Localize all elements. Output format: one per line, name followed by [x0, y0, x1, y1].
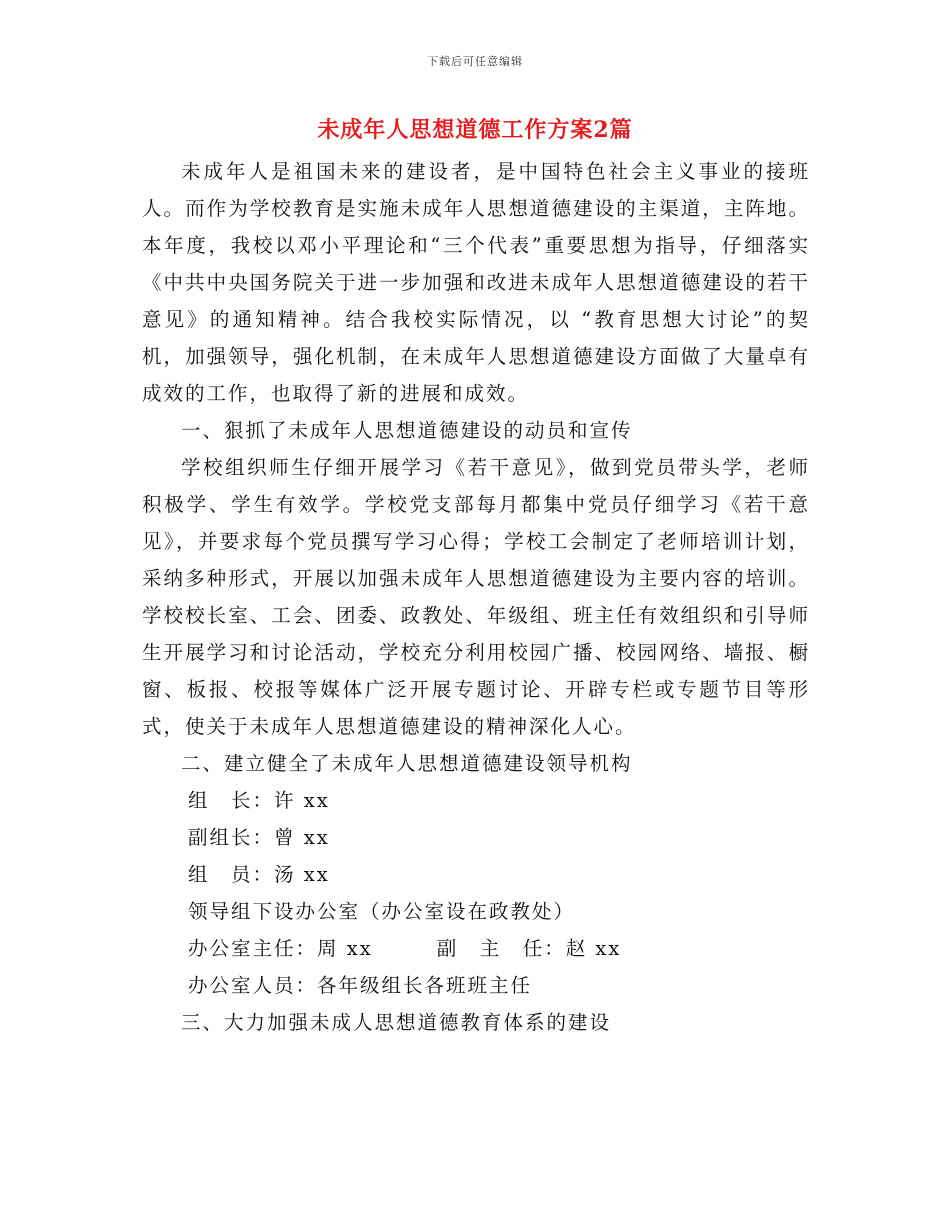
section-1-heading: 一、狠抓了未成年人思想道德建设的动员和宣传: [181, 419, 633, 442]
office-directors-line: [142, 930, 810, 967]
document-body: [142, 153, 810, 1041]
leader-line: 组 长：许 xx: [188, 789, 330, 812]
vice-leader-line: 副组长：曾 xx: [188, 826, 330, 849]
section-1-paragraph: 学校组织师生仔细开展学习《若干意见》，做到党员带头学，老师积极学、学生有效学。学校党支部每月都集中党员仔细学习《若干意见》，并要求每个党员撰写学习心得；学校工会制定了老师培训计划，采纳多种形式，开展以加强未成年人思想道德建设为主要内容的培训。学校校长室、工会、团委、政教处、年级组、班主任有效组织和引导师生开展学习和讨论活动，学校充分利用校园广播、校园网络、墙报、橱窗、板报、校报等媒体广泛开展专题讨论、开辟专栏或专题节目等形式，使关于未成年人思想道德建设的精神深化人心。: [142, 456, 810, 738]
office-staff-line: 办公室人员：各年级组长各班班主任: [188, 974, 533, 997]
header-note: 下载后可任意编辑: [427, 55, 523, 68]
document-title: 未成年人思想道德工作方案2篇: [317, 117, 633, 143]
office-vice-director: 副 主 任：赵 xx: [436, 937, 622, 960]
office-director: 办公室主任：周 xx: [188, 937, 373, 960]
section-3-heading: 三、大力加强未成人思想道德教育体系的建设: [181, 1011, 612, 1034]
section-2-heading: 二、建立健全了未成年人思想道德建设领导机构: [181, 752, 633, 775]
intro-paragraph: 未成年人是祖国未来的建设者，是中国特色社会主义事业的接班人。而作为学校教育是实施未成年人思想道德建设的主渠道，主阵地。本年度，我校以邓小平理论和“三个代表”重要思想为指导，仔细落实《中共中央国务院关于进一步加强和改进未成年人思想道德建设的若干意见》的通知精神。结合我校实际情况，以 “教育思想大讨论”的契机，加强领导，强化机制，在未成年人思想道德建设方面做了大量卓有成效的工作，也取得了新的进展和成效。: [142, 160, 810, 405]
member-line: 组 员：汤 xx: [188, 863, 330, 886]
office-line: 领导组下设办公室（办公室设在政教处）: [188, 900, 576, 923]
